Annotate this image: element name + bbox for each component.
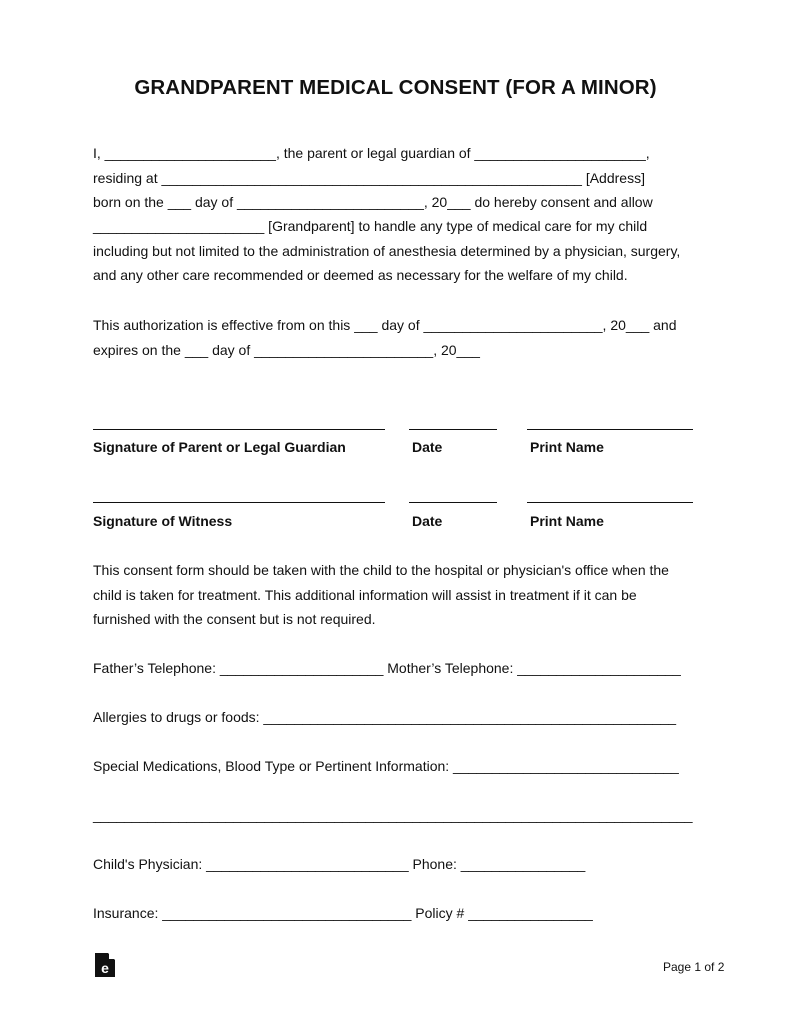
info-line-2: child is taken for treatment. This additional information will assist in treatment if it can be xyxy=(93,587,637,603)
witness-signature-line[interactable] xyxy=(93,502,385,503)
document-title: GRANDPARENT MEDICAL CONSENT (FOR A MINOR) xyxy=(134,76,657,99)
parent-date-line[interactable] xyxy=(409,429,497,430)
special-info-continuation-line[interactable]: _____________________________________________________________________________ xyxy=(93,807,693,823)
witness-print-name-label: Print Name xyxy=(530,513,604,529)
eforms-logo-icon xyxy=(94,952,116,978)
authorization-line-2: expires on the ___ day of _______________________, 20___ xyxy=(93,342,480,358)
consent-line-1: I, ______________________, the parent or legal guardian of ______________________, xyxy=(93,145,650,161)
insurance-field[interactable]: Insurance: ________________________________ Policy # ________________ xyxy=(93,905,593,921)
parent-signature-line[interactable] xyxy=(93,429,385,430)
info-line-1: This consent form should be taken with the child to the hospital or physician's office when the xyxy=(93,562,669,578)
parent-date-label: Date xyxy=(412,439,443,455)
consent-line-3: born on the ___ day of ________________________, 20___ do hereby consent and allow xyxy=(93,194,653,210)
witness-signature-label: Signature of Witness xyxy=(93,513,233,529)
witness-print-name-line[interactable] xyxy=(527,502,693,503)
consent-line-6: and any other care recommended or deemed as necessary for the welfare of my child. xyxy=(93,267,628,283)
special-info-field[interactable]: Special Medications, Blood Type or Pertinent Information: _____________________________ xyxy=(93,758,679,774)
svg-text:e: e xyxy=(101,960,109,976)
witness-date-line[interactable] xyxy=(409,502,497,503)
allergies-field[interactable]: Allergies to drugs or foods: _____________________________________________________ xyxy=(93,709,677,725)
telephones-field[interactable]: Father’s Telephone: _____________________ Mother’s Telephone: _____________________ xyxy=(93,660,681,676)
consent-line-5: including but not limited to the administration of anesthesia determined by a physician, surgery, xyxy=(93,243,681,259)
authorization-line-1: This authorization is effective from on this ___ day of _______________________, 20___ and xyxy=(93,317,677,333)
witness-date-label: Date xyxy=(412,513,443,529)
page-number: Page 1 of 2 xyxy=(663,960,725,974)
parent-print-name-label: Print Name xyxy=(530,439,604,455)
parent-print-name-line[interactable] xyxy=(527,429,693,430)
info-line-3: furnished with the consent but is not required. xyxy=(93,611,376,627)
physician-field[interactable]: Child's Physician: __________________________ Phone: ________________ xyxy=(93,856,586,872)
parent-signature-label: Signature of Parent or Legal Guardian xyxy=(93,439,346,455)
consent-line-4: ______________________ [Grandparent] to handle any type of medical care for my child xyxy=(93,218,648,234)
consent-line-2: residing at ______________________________________________________ [Address] xyxy=(93,170,645,186)
